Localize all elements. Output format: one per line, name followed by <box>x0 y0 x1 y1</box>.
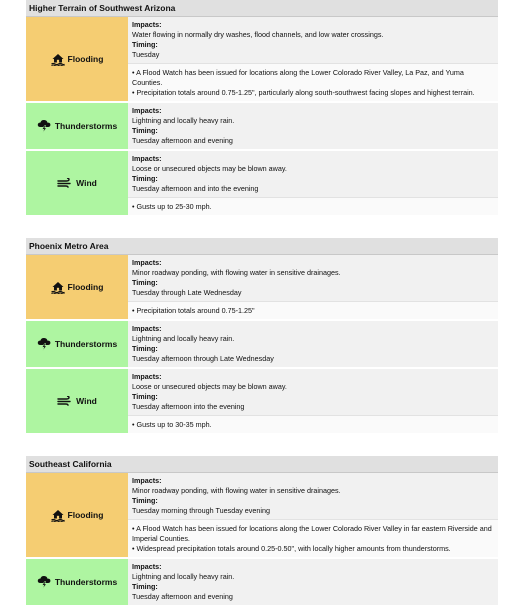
impacts-text: Lightning and locally heavy rain. <box>132 572 235 581</box>
impacts-timing-block <box>128 151 498 197</box>
hazard-details <box>128 321 498 367</box>
timing-label: Timing: <box>132 344 158 353</box>
hazard-cell <box>26 151 128 215</box>
note-item: • Gusts up to 30-35 mph. <box>132 420 212 429</box>
flood-house-icon <box>51 53 65 66</box>
region-section <box>26 238 498 435</box>
timing-label: Timing: <box>132 392 158 401</box>
impacts-text: Water flowing in normally dry washes, flood channels, and low water crossings. <box>132 30 384 39</box>
timing-text: Tuesday afternoon and evening <box>132 592 233 601</box>
timing-text: Tuesday morning through Tuesday evening <box>132 506 270 515</box>
impacts-text: Minor roadway ponding, with flowing water in sensitive drainages. <box>132 486 341 495</box>
hazard-row <box>26 369 498 435</box>
impacts-label: Impacts: <box>132 20 162 29</box>
flood-house-icon <box>51 281 65 294</box>
hazard-cell <box>26 369 128 433</box>
note-item: • A Flood Watch has been issued for locations along the Lower Colorado River Valley, La Paz, and Yuma Counties. <box>132 68 464 87</box>
hazard-row <box>26 151 498 217</box>
timing-label: Timing: <box>132 126 158 135</box>
impacts-text: Lightning and locally heavy rain. <box>132 116 235 125</box>
region-title: Southeast California <box>26 456 498 473</box>
flood-house-icon <box>51 509 65 522</box>
hazard-cell <box>26 17 128 101</box>
impacts-timing-block <box>128 103 498 149</box>
impacts-label: Impacts: <box>132 106 162 115</box>
wind-icon <box>57 178 73 188</box>
region-spacer <box>26 217 498 238</box>
timing-text: Tuesday afternoon and into the evening <box>132 184 259 193</box>
timing-text: Tuesday <box>132 50 160 59</box>
timing-label: Timing: <box>132 40 158 49</box>
hazard-row <box>26 255 498 321</box>
timing-label: Timing: <box>132 582 158 591</box>
impacts-text: Minor roadway ponding, with flowing water in sensitive drainages. <box>132 268 341 277</box>
hazard-details <box>128 559 498 605</box>
impacts-label: Impacts: <box>132 154 162 163</box>
hazard-details <box>128 255 498 319</box>
impacts-timing-block <box>128 321 498 367</box>
impacts-timing-block <box>128 255 498 301</box>
hazard-details <box>128 103 498 149</box>
hazard-name: Thunderstorms <box>54 577 118 587</box>
notes-block <box>128 197 498 215</box>
impacts-label: Impacts: <box>132 258 162 267</box>
hazard-outlook-document <box>26 0 498 607</box>
notes-block <box>128 519 498 557</box>
hazard-cell <box>26 103 128 149</box>
impacts-label: Impacts: <box>132 476 162 485</box>
note-item: • Widespread precipitation totals around 0.25-0.50", with locally higher amounts from thunderstorms. <box>132 544 451 553</box>
impacts-label: Impacts: <box>132 562 162 571</box>
hazard-row <box>26 321 498 369</box>
timing-label: Timing: <box>132 278 158 287</box>
wind-icon <box>57 396 73 406</box>
note-item: • Precipitation totals around 0.75-1.25", particularly along south-southwest facing slopes and highest terrain. <box>132 88 475 97</box>
hazard-cell <box>26 559 128 605</box>
region-spacer <box>26 435 498 456</box>
hazard-cell <box>26 255 128 319</box>
hazard-name: Wind <box>76 178 97 188</box>
thunderstorm-icon <box>37 119 52 133</box>
impacts-text: Loose or unsecured objects may be blown away. <box>132 164 287 173</box>
region-section <box>26 0 498 217</box>
notes-block <box>128 415 498 433</box>
impacts-timing-block <box>128 473 498 519</box>
timing-text: Tuesday afternoon into the evening <box>132 402 245 411</box>
hazard-details <box>128 473 498 557</box>
impacts-timing-block <box>128 369 498 415</box>
impacts-text: Loose or unsecured objects may be blown away. <box>132 382 287 391</box>
hazard-cell <box>26 473 128 557</box>
hazard-name: Thunderstorms <box>54 339 118 349</box>
hazard-details <box>128 369 498 433</box>
impacts-timing-block <box>128 559 498 605</box>
hazard-name: Wind <box>76 396 97 406</box>
notes-block <box>128 63 498 101</box>
hazard-name: Flooding <box>67 510 104 520</box>
hazard-details <box>128 17 498 101</box>
hazard-row <box>26 17 498 103</box>
timing-text: Tuesday through Late Wednesday <box>132 288 242 297</box>
impacts-text: Lightning and locally heavy rain. <box>132 334 235 343</box>
thunderstorm-icon <box>37 575 52 589</box>
hazard-row <box>26 473 498 559</box>
region-title: Phoenix Metro Area <box>26 238 498 255</box>
timing-label: Timing: <box>132 174 158 183</box>
notes-block <box>128 301 498 319</box>
note-item: • Precipitation totals around 0.75-1.25" <box>132 306 255 315</box>
hazard-name: Flooding <box>67 282 104 292</box>
timing-label: Timing: <box>132 496 158 505</box>
note-item: • Gusts up to 25-30 mph. <box>132 202 212 211</box>
hazard-cell <box>26 321 128 367</box>
timing-text: Tuesday afternoon through Late Wednesday <box>132 354 274 363</box>
hazard-row <box>26 103 498 151</box>
hazard-name: Flooding <box>67 54 104 64</box>
impacts-label: Impacts: <box>132 372 162 381</box>
impacts-label: Impacts: <box>132 324 162 333</box>
region-section <box>26 456 498 607</box>
hazard-name: Thunderstorms <box>54 121 118 131</box>
impacts-timing-block <box>128 17 498 63</box>
hazard-details <box>128 151 498 215</box>
region-title: Higher Terrain of Southwest Arizona <box>26 0 498 17</box>
timing-text: Tuesday afternoon and evening <box>132 136 233 145</box>
note-item: • A Flood Watch has been issued for locations along the Lower Colorado River Valley in far eastern Riverside and Imperial Counties. <box>132 524 492 543</box>
thunderstorm-icon <box>37 337 52 351</box>
